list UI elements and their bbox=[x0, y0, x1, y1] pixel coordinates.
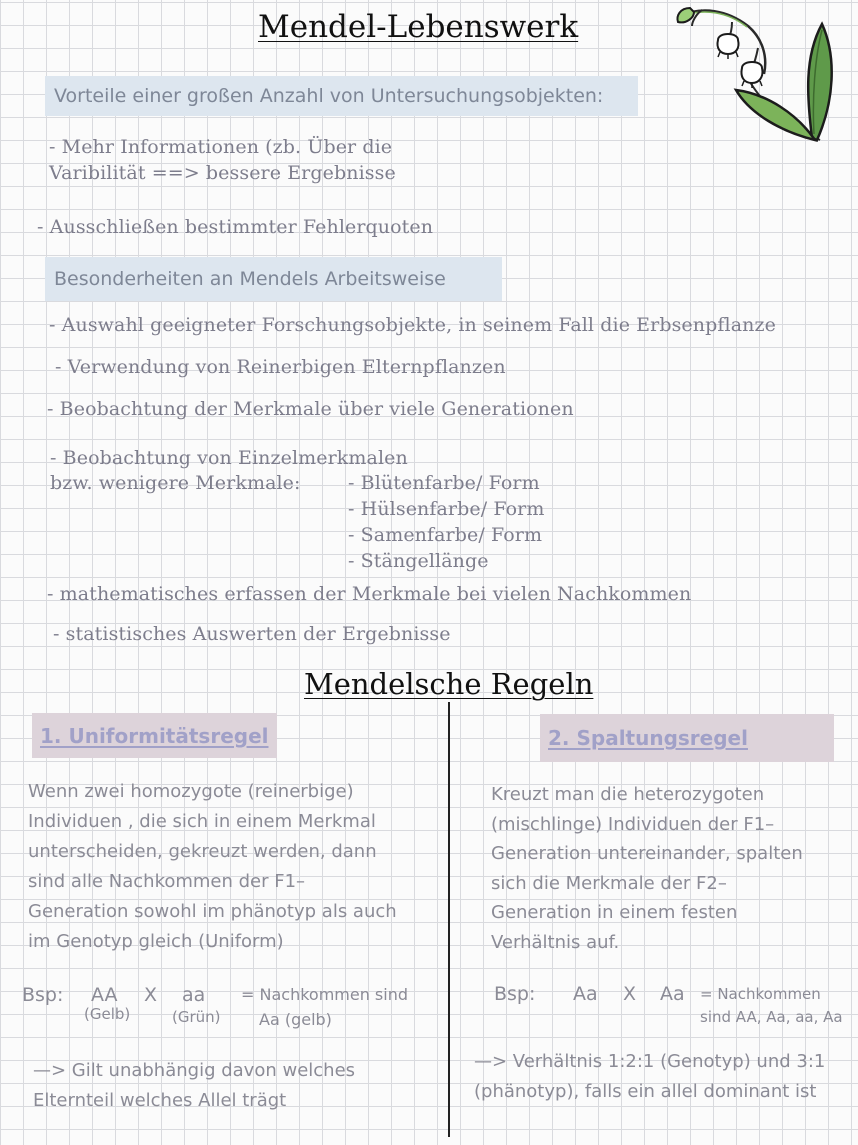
page-title: Mendel-Lebenswerk bbox=[258, 9, 579, 45]
section-title-regeln: Mendelsche Regeln bbox=[304, 667, 594, 701]
rule2-text-line: (mischlinge) Individuen der F1– bbox=[491, 813, 775, 835]
vorteile-item-1-line-2: Varibilität ==> bessere Ergebnisse bbox=[49, 162, 396, 184]
rule1-text bbox=[28, 777, 397, 957]
rule2-text-line: Generation untereinander, spalten bbox=[491, 843, 803, 864]
rule1-note-line-2: Elternteil welches Allel trägt bbox=[33, 1090, 287, 1111]
rule1-genotype-2: aa bbox=[182, 984, 206, 1006]
rule2-note-line-2: (phänotyp), falls ein allel dominant ist bbox=[474, 1081, 817, 1102]
rule1-text-line: sind alle Nachkommen der F1– bbox=[28, 871, 306, 892]
rule2-genotype-1: Aa bbox=[573, 983, 598, 1005]
rule1-note-line-1: —> Gilt unabhängig davon welches bbox=[33, 1060, 356, 1081]
merkmal-item: - Samenfarbe/ Form bbox=[348, 524, 543, 546]
rule1-bsp-label: Bsp: bbox=[22, 984, 64, 1006]
rule1-result-line-1: = Nachkommen sind bbox=[241, 985, 409, 1004]
einzelmerkmale-line-1: - Beobachtung von Einzelmerkmalen bbox=[50, 447, 408, 469]
rule2-text-line: Verhältnis auf. bbox=[491, 931, 620, 953]
rule1-heading: 1. Uniformitätsregel bbox=[32, 713, 277, 758]
rule1-genotype-1-note: (Gelb) bbox=[84, 1005, 131, 1023]
rule1-result-line-2: Aa (gelb) bbox=[259, 1010, 332, 1029]
rule1-text-line: Wenn zwei homozygote (reinerbige) bbox=[28, 781, 354, 802]
rule2-heading: 2. Spaltungsregel bbox=[540, 714, 834, 762]
merkmal-item: - Stängellänge bbox=[348, 550, 489, 572]
rule1-text-line: Individuen , die sich in einem Merkmal bbox=[28, 811, 376, 832]
merkmal-item: - Blütenfarbe/ Form bbox=[348, 472, 540, 494]
rule2-text bbox=[491, 780, 803, 957]
merkmal-item: - Hülsenfarbe/ Form bbox=[348, 498, 545, 520]
besonderheiten-item-3: - Beobachtung der Merkmale über viele Generationen bbox=[47, 398, 574, 420]
vorteile-heading: Vorteile einer großen Anzahl von Untersuchungsobjekten: bbox=[45, 76, 638, 116]
besonderheiten-item-stat: - statistisches Auswerten der Ergebnisse bbox=[53, 623, 451, 645]
besonderheiten-item-math: - mathematisches erfassen der Merkmale bei vielen Nachkommen bbox=[47, 583, 692, 605]
rule2-bsp-label: Bsp: bbox=[494, 983, 536, 1005]
besonderheiten-item-2: - Verwendung von Reinerbigen Elternpflanzen bbox=[55, 356, 506, 378]
lily-of-the-valley-illustration bbox=[672, 2, 842, 147]
vorteile-item-2: - Ausschließen bestimmter Fehlerquoten bbox=[37, 216, 434, 238]
besonderheiten-heading: Besonderheiten an Mendels Arbeitsweise bbox=[45, 257, 502, 301]
einzelmerkmale-line-2: bzw. wenigere Merkmale: bbox=[50, 472, 301, 494]
besonderheiten-item-1: - Auswahl geeigneter Forschungsobjekte, in seinem Fall die Erbsenpflanze bbox=[49, 314, 776, 336]
column-divider bbox=[448, 702, 450, 1137]
rule2-result-line-1: = Nachkommen bbox=[700, 985, 821, 1003]
rule2-genotype-2: Aa bbox=[660, 983, 685, 1005]
rule2-text-line: Generation in einem festen bbox=[491, 902, 738, 923]
rule2-cross-symbol: X bbox=[623, 983, 637, 1005]
rule1-genotype-2-note: (Grün) bbox=[172, 1008, 221, 1026]
rule2-result-line-2: sind AA, Aa, aa, Aa bbox=[700, 1008, 843, 1026]
rule1-text-line: unterscheiden, gekreuzt werden, dann bbox=[28, 841, 377, 862]
rule2-text-line: sich die Merkmale der F2– bbox=[491, 872, 727, 894]
rule1-cross-symbol: X bbox=[144, 984, 158, 1006]
rule1-genotype-1: AA bbox=[91, 984, 118, 1006]
rule1-text-line: im Genotyp gleich (Uniform) bbox=[28, 931, 284, 952]
rule2-note-line-1: —> Verhältnis 1:2:1 (Genotyp) und 3:1 bbox=[474, 1051, 826, 1072]
rule2-text-line: Kreuzt man die heterozygoten bbox=[491, 784, 765, 805]
vorteile-item-1-line-1: - Mehr Informationen (zb. Über die bbox=[49, 136, 393, 158]
rule1-text-line: Generation sowohl im phänotyp als auch bbox=[28, 901, 397, 922]
